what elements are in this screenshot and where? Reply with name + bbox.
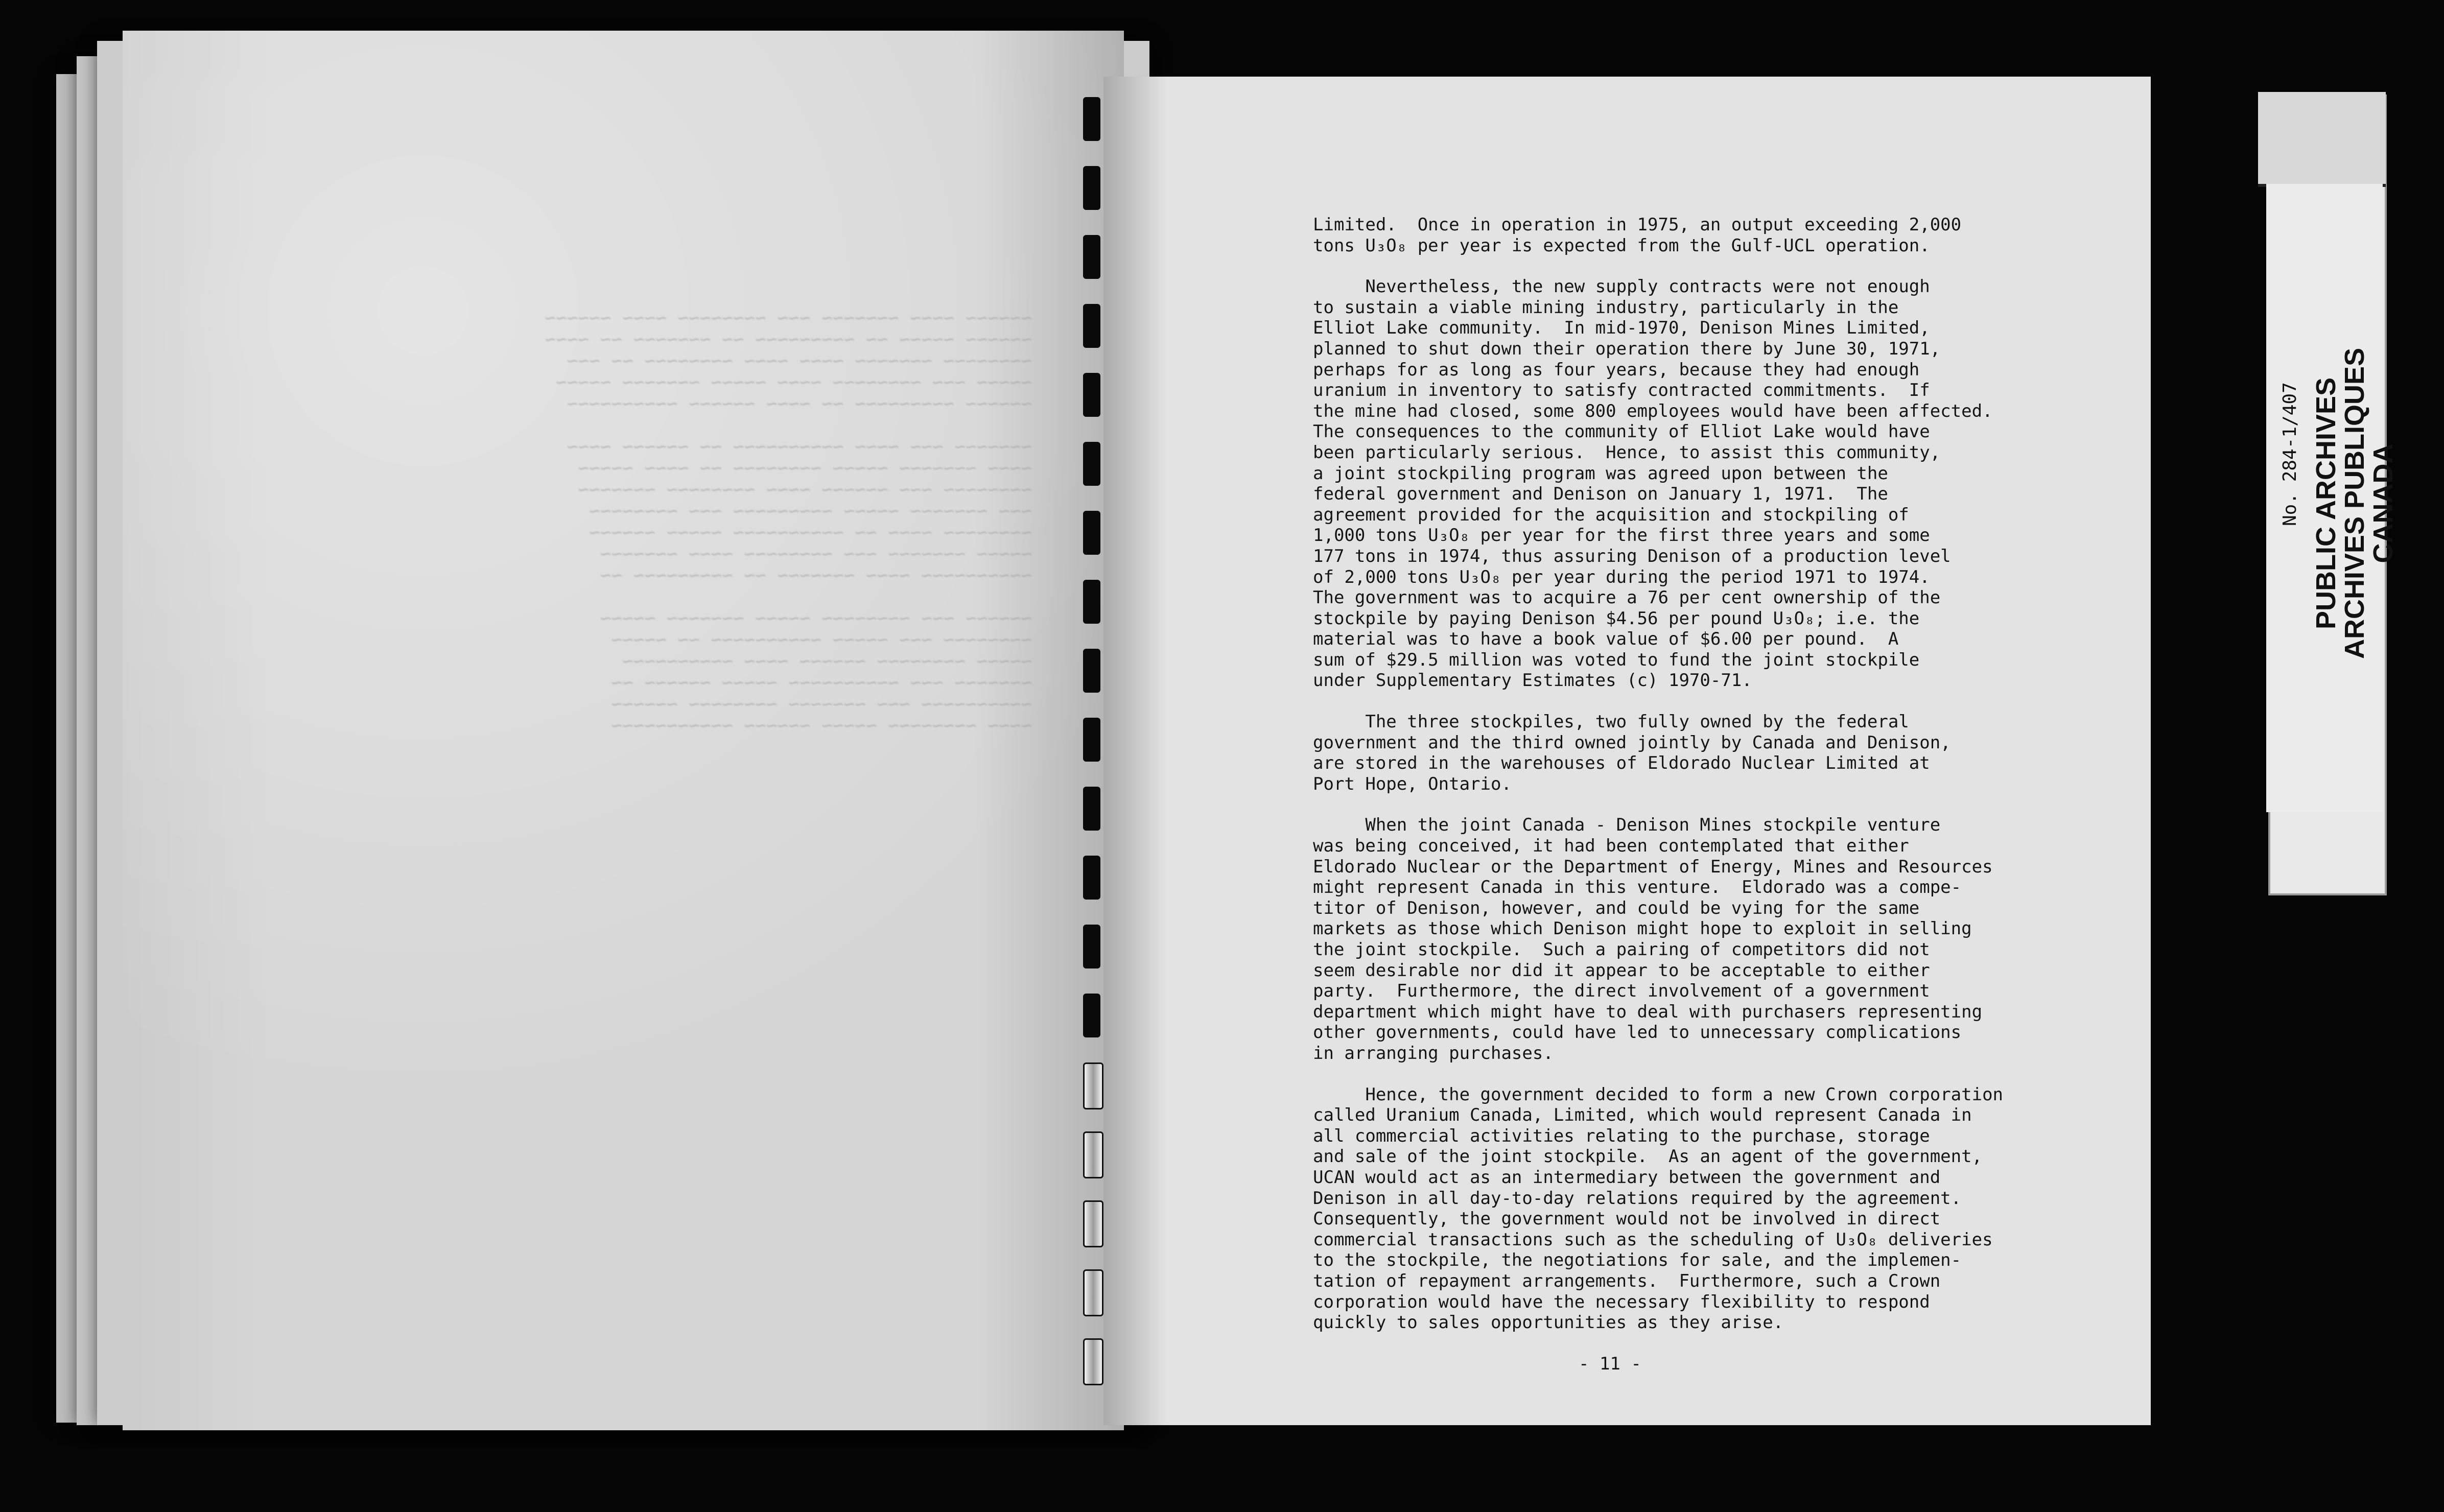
paragraph: When the joint Canada - Denison Mines stockpile venture was being conceived, it had been contemplated that either Eldorado Nuclear or the Department of Energy, Mines and Resources might represent Canada in this venture. Eldorado was a compe- titor of Denison, however, and could be vying for the same markets as those which Denison might hope to exploit in selling the joint stockpile. Such a pairing of competitors did not seem desirable nor did it appear to be acceptable to either party. Furthermore, the direct involvement of a government department which might have to deal with purchasers representing other governments, could have led to unnecessary complications in arranging purchases. xyxy=(1313,815,1993,1064)
bleed-through-text: ~~~~~~ ~~~~ ~~~~~~~ ~~~ ~~~~~~~~ ~~~~ ~~~~~~ ~~~~~~ ~~~~~ ~~ ~~~~~~~~~ ~~ ~~~~~~~ ~~ ~~~~ ~~~~~~~~ ~~~~~~~ ~~~~ ~~~~ ~~~~~~~~ ~~ ~~~ ~~~~~ ~~~ ~~~~~~~~ ~~~~ ~~~~~ ~~~~~~~ ~~~~~ ~~~~~~ ~~~~~~~~~ ~~ ~~~~ ~~~~~~ ~~~~~~~~~~ ~~~~~~~ ~~~ ~~~~ ~~~~~~~~~~ ~~ ~~~~~~ ~~~~ ~~~~ ~~~~~~~ ~~~~~ ~~~~~~~~ ~~ ~~~~ ~~~~~ ~~~~~~~~ ~~~ ~~~~~~ ~~~~ ~~~~~~~~ ~~~~~~~ ~~~ ~~~~~~~ ~~~~~ ~~~~~~~~~ ~~~ ~~~~~~~~ ~~~~~~~~ ~~~~ ~~ ~~~~~~~~~~ ~~~~~ ~~~~~~ ~~~~~ ~~~~~~~ ~~~ ~~~~~~~~ ~~~~ ~~~~~~~ ~~~~~~~~~~ ~~~~ ~~~~~~~ ~~ ~~~~~~~~~ ~~ ~~~~~~ ~~~ ~~~~~~~~ ~~~~~ ~~~~~~~ ~~~~~ ~~~~~~~~ ~~~ ~~~~~ ~~~~~~~~~~ ~~ ~~~~~ ~~~~~ ~~~~~~~~ ~~~~~~ ~~~~ ~~~~~~~~~~ ~~~~~~~ ~~~ ~~~~~~~~~~ ~~~~~ ~~~~~~ ~~ ~~~~~~~~~~ ~~~ ~~~~~~~ ~~~~~~~~ ~~~~~~ ~~~~ ~~~~~~~~ ~~~~~ ~~~~~~ ~~~~~~~~~~~ xyxy=(545,308,1032,736)
archive-stamp-line: ARCHIVES PUBLIQUES xyxy=(2339,347,2370,659)
binding-coil xyxy=(1083,442,1100,486)
binding-coil xyxy=(1083,787,1100,831)
document-body xyxy=(1313,215,2018,1354)
spiral-binding xyxy=(1071,77,1132,1425)
archive-tab-fold xyxy=(2258,92,2386,187)
archive-stamp-line: PUBLIC ARCHIVES xyxy=(2311,377,2341,629)
binding-coil xyxy=(1083,235,1100,279)
binding-coil xyxy=(1083,580,1100,624)
binding-coil xyxy=(1083,1338,1103,1385)
binding-coil xyxy=(1083,1269,1103,1316)
archive-stamp-line: CANADA xyxy=(2368,443,2399,563)
paragraph: Hence, the government decided to form a new Crown corporation called Uranium Canada, Limited, which would represent Canada in all commercial activities relating to the purchase, storage and sale of the joint stockpile. As an agent of the government, UCAN would act as an intermediary between the government and Denison in all day-to-day relations required by the agreement. Consequently, the government would not be involved in direct commercial transactions such as the scheduling of U₃O₈ deliveries to the stockpile, the negotiations for sale, and the implemen- tation of repayment arrangements. Furthermore, such a Crown corporation would have the necessary flexibility to respond quickly to sales opportunities as they arise. xyxy=(1313,1084,2004,1333)
page-number: - 11 - xyxy=(1579,1354,1641,1374)
binding-coil xyxy=(1083,718,1100,762)
left-page xyxy=(123,31,1124,1430)
binding-coil xyxy=(1083,649,1100,693)
binding-coil xyxy=(1083,1200,1103,1247)
archive-reference-number: No. 284-1/407 xyxy=(2280,382,2300,526)
binding-coil xyxy=(1083,97,1100,141)
binding-coil xyxy=(1083,373,1100,417)
binding-coil xyxy=(1083,511,1100,555)
paragraph: The three stockpiles, two fully owned by the federal government and the third owned jointly by Canada and Denison, are stored in the warehouses of Eldorado Nuclear Limited at Port Hope, Ontario. xyxy=(1313,712,1951,794)
binding-coil xyxy=(1083,1062,1103,1109)
paragraph: Limited. Once in operation in 1975, an output exceeding 2,000 tons U₃O₈ per year is expected from the Gulf-UCL operation. xyxy=(1313,215,1962,256)
binding-coil xyxy=(1083,166,1100,210)
binding-coil xyxy=(1083,304,1100,348)
binding-coil xyxy=(1083,1131,1103,1178)
binding-coil xyxy=(1083,994,1100,1037)
binding-coil xyxy=(1083,925,1100,968)
archive-stamp xyxy=(2312,348,2398,659)
binding-coil xyxy=(1083,856,1100,900)
paragraph: Nevertheless, the new supply contracts were not enough to sustain a viable mining industry, particularly in the Elliot Lake community. In mid-1970, Denison Mines Limited, planned to shut down their operation there by June 30, 1971, perhaps for as long as four years, because they had enough uranium in inventory to satisfy contracted commitments. If the mine had closed, some 800 employees would have been affected. The consequences to the community of Elliot Lake would have been particularly serious. Hence, to assist this community, a joint stockpiling program was agreed upon between the federal government and Denison on January 1, 1971. The agreement provided for the acquisition and stockpiling of 1,000 tons U₃O₈ per year for the first three years and some 177 tons in 1974, thus assuring Denison of a production level of 2,000 tons U₃O₈ per year during the period 1971 to 1974. The government was to acquire a 76 per cent ownership of the stockpile by paying Denison $4.56 per pound U₃O₈; i.e. the material was to have a book value of $6.00 per pound. A sum of $29.5 million was voted to fund the joint stockpile under Supplementary Estimates (c) 1970-71. xyxy=(1313,276,1993,691)
